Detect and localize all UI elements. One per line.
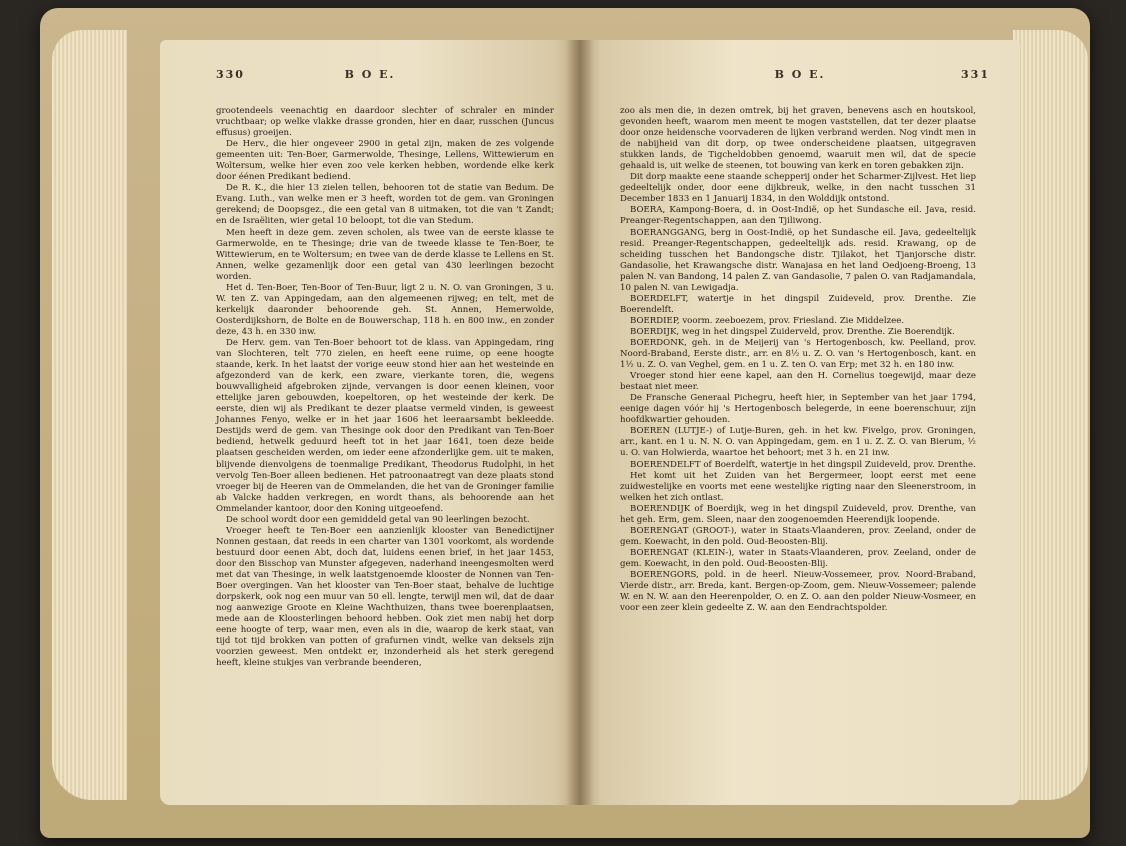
left-page-number: 330 — [216, 68, 245, 81]
right-page-header — [580, 66, 1020, 92]
left-page — [160, 40, 580, 805]
paragraph: Vroeger stond hier eene kapel, aan den H. Cornelius toegewijd, maar deze bestaat niet meer. — [620, 371, 976, 393]
paragraph: grootendeels veenachtig en daardoor slechter of schraler en minder vruchtbaar; op welke vlakke drasse gronden, hier en daar, russchen (Juncus effusus) groeijen. — [216, 106, 554, 139]
page-edges-right — [1013, 30, 1088, 800]
paragraph: Het komt uit het Zuiden van het Bergermeer, loopt eerst met eene zuidwestelijke en voorts met eene westelijke rigting naar den Sleenerstroom, in welken het zich ontlast. — [620, 470, 976, 503]
left-running-head: B O E. — [344, 68, 396, 81]
dictionary-entry: BOERDIJK, weg in het dingspel Zuiderveld, prov. Drenthe. Zie Boerendijk. — [630, 326, 955, 337]
paragraph: Men heeft in deze gem. zeven scholen, als twee van de eerste klasse te Garmerwolde, en te Thesinge; drie van de tweede klasse te Ten-Boer, te Wittewierum, en te Woltersum; en twee van de derde klasse te Lellens en St. Annen, welke gezamenlijk door een getal van 430 leerlingen bezocht worden. — [216, 227, 554, 282]
book-gutter — [566, 40, 594, 805]
paragraph: De R. K., die hier 13 zielen tellen, behooren tot de statie van Bedum. De Evang. Luth., van welke men er 3 heeft, worden tot de gem. van Groningen gerekend; de Doopsgez., die een getal van 8 uitmaken, tot die van 't Zandt; en de Israëliten, wier getal 10 beloopt, tot die van Stedum. — [216, 183, 554, 227]
dictionary-entry: BOERENGAT (GROOT-), water in Staats-Vlaanderen, prov. Zeeland, onder de gem. Koewacht, in den pold. Oud-Beoosten-Blij. — [620, 525, 976, 547]
left-page-text — [216, 106, 554, 669]
paragraph: De Herv. gem. van Ten-Boer behoort tot de klass. van Appingedam, ring van Slochteren, telt 770 zielen, en heeft eene ruime, op eene hoogte staande, kerk. In het laatst der vorige eeuw stond hier aan het westeinde en afgezonderd van de kerk, een zware, vierkante toren, die, wegens bouwvalligheid afgebroken zijnde, vervangen is door eenen kleinen, voor ettelijke jaren gebouwden, koepeltoren, op het westeinde der kerk. De eerste, dien wij als Predikant te dezer plaatse vermeld vinden, is geweest Johannes Fenyo, welke er in het jaar 1606 het leeraarsambt bekleedde. Destijds werd de gem. van Thesinge ook door den Predikant van Ten-Boer bediend, hetwelk geduurd heeft tot in het jaar 1641, toen deze beide plaatsen gescheiden werden, om ieder eene afzonderlijke gem. uit te maken, blijvende dienvolgens de toenmalige Predikant, Theodorus Rudolphi, in het vervolg Ten-Boer alleen bedienen. Het patroonaatregt van deze plaats stond vroeger bij de Heeren van de Ommelanden, die het van de Groninger familie ab Valcke hadden verkregen, en wordt thans, als behoorende aan het Ommelander kantoor, door den Koning uitgeoefend. — [216, 337, 554, 514]
dictionary-entry: BOERENDELFT of Boerdelft, watertje in het dingspil Zuideveld, prov. Drenthe. — [630, 459, 976, 470]
dictionary-entry: BOERDIEP, voorm. zeeboezem, prov. Friesland. Zie Middelzee. — [630, 315, 905, 326]
right-page-text — [620, 106, 976, 614]
dictionary-entry: BOERANGGANG, berg in Oost-Indië, op het Sundasche eil. Java, gedeeltelijk resid. Preanger-Regentschappen, gedeeltelijk ads. resid. Krawang, op de scheiding tusschen het Bandongsche distr. Tjilakot, het Tjanjorsche distr. Gandasolie, het Krawangsche distr. Wanajasa en het land Oedjoeng-Broeng, 13 palen N. van Bandong, 14 palen Z. van Gandasolie, 7 palen O. van Radjamandala, 10 palen N. van Lewigadja. — [620, 227, 976, 293]
dictionary-entry: BOERENDIJK of Boerdijk, weg in het dingspil Zuideveld, prov. Drenthe, van het geh. Erm, gem. Sleen, naar den zoogenoemden Heerendijk loopende. — [620, 503, 976, 525]
paragraph: De Fransche Generaal Pichegru, heeft hier, in September van het jaar 1794, eenige dagen vóór hij 's Hertogenbosch belegerde, in eene boerenschuur, zijn hoofdkwartier gehouden. — [620, 393, 976, 426]
dictionary-entry: BOERDELFT, watertje in het dingspil Zuideveld, prov. Drenthe. Zie Boerendelft. — [620, 293, 976, 315]
dictionary-entry: BOERDONK, geh. in de Meijerij van 's Hertogenbosch, kw. Peelland, prov. Noord-Braband, Eerste distr., arr. en 8½ u. Z. O. van 's Hertogenbosch, kant. en 1½ u. Z. O. van Veghel, gem. en 1 u. Z. ten O. van Erp; met 32 h. en 180 inw. — [620, 337, 976, 371]
paragraph: De school wordt door een gemiddeld getal van 90 leerlingen bezocht. — [226, 514, 530, 525]
dictionary-entry: BOERENGORS, pold. in de heerl. Nieuw-Vossemeer, prov. Noord-Braband, Vierde distr., arr. Breda, kant. Bergen-op-Zoom, gem. Nieuw-Vossemeer; palende W. en N. W. aan den Heerenpolder, O. en Z. O. aan den polder Nieuw-Vosmeer, en voor een zeer klein gedeelte Z. W. aan den Eendrachtspolder. — [620, 569, 976, 614]
dictionary-entry: BOERA, Kampong-Boera, d. in Oost-Indië, op het Sundasche eil. Java, resid. Preanger-Regentschappen, aan den Tjiliwong. — [620, 205, 976, 227]
paragraph: zoo als men die, in dezen omtrek, bij het graven, benevens asch en houtskool, gevonden heeft, waarom men meent te mogen vaststellen, dat ter dezer plaatse door onze heidensche voorvaderen de lijken verbrand werden. Nog vindt men in de nabijheid van dit dorp, op twee onderscheidene plaatsen, uitgegraven stukken lands, de Tigcheldobben genoemd, waaruit men wil, dat de specie gehaald is, uit welke de steenen, tot bouwing van kerk en toren gebakken zijn. — [620, 106, 976, 172]
paragraph: De Herv., die hier ongeveer 2900 in getal zijn, maken de zes volgende gemeenten uit: Ten-Boer, Garmerwolde, Thesinge, Lellens, Wittewierum en Woltersum, welke hier even zoo vele kerken hebben, wordende elke kerk door éénen Predikant bediend. — [216, 139, 554, 183]
left-page-header — [160, 66, 580, 92]
paragraph: Dit dorp maakte eene staande schepperij onder het Scharmer-Zijlvest. Het liep gedeeltelijk onder, door eene dijkbreuk, welke, in den nacht tusschen 31 December 1833 en 1 Januarij 1834, in den Wolddijk ontstond. — [620, 172, 976, 205]
page-edges-left — [52, 30, 127, 800]
right-page — [580, 40, 1020, 805]
dictionary-entry: BOEREN (LUTJE-) of Lutje-Buren, geh. in het kw. Fivelgo, prov. Groningen, arr., kant. en 1 u. N. N. O. van Appingedam, gem. en 1 u. Z. Z. O. van Bierum, ½ u. O. van Holwierda, waartoe het behoort; met 3 h. en 21 inw. — [620, 426, 976, 459]
right-page-number: 331 — [961, 68, 990, 81]
paragraph: Het d. Ten-Boer, Ten-Boor of Ten-Buur, ligt 2 u. N. O. van Groningen, 3 u. W. ten Z. van Appingedam, aan den algemeenen rijweg; en telt, met de kerkelijk daaronder behoorende geh. St. Annen, Hemerwolde, Oosterdijkshorn, de Bolte en de Bouwerschap, 118 h. en 800 inw., en zonder deze, 43 h. en 330 inw. — [216, 282, 554, 337]
dictionary-entry: BOERENGAT (KLEIN-), water in Staats-Vlaanderen, prov. Zeeland, onder de gem. Koewacht, in den pold. Oud-Beoosten-Blij. — [620, 547, 976, 569]
paragraph: Vroeger heeft te Ten-Boer een aanzienlijk klooster van Benedictijner Nonnen gestaan, dat reeds in een charter van 1301 voorkomt, als wordende bestuurd door eenen Abt, doch dat, luidens eenen brief, in het jaar 1453, door den Bisschop van Munster afgegeven, naderhand ineengesmolten werd met dat van Thesinge, in welk laatstgenoemde klooster de Nonnen van Ten-Boer overgingen. Van het klooster van Ten-Boer staat, behalve de luchtige dorpskerk, ook nog een muur van 50 ell. lengte, terwijl men wil, dat de daar nog aanwezige Groote en Kleine Wachthuizen, thans twee boerenplaatsen, mede aan de Kloosterlingen behoord hebben. Ook ziet men nabij het dorp eene hoogte of terp, waar men, even als in die, waarop de kerk staat, van tijd tot tijd brokken van potten of grafurnen vindt, welke van deksels zijn voorzien geweest. Men ontdekt er, inzonderheid als het sterk geregend heeft, kleine stukjes van verbrande beenderen, — [216, 525, 554, 669]
right-running-head: B O E. — [774, 68, 826, 81]
